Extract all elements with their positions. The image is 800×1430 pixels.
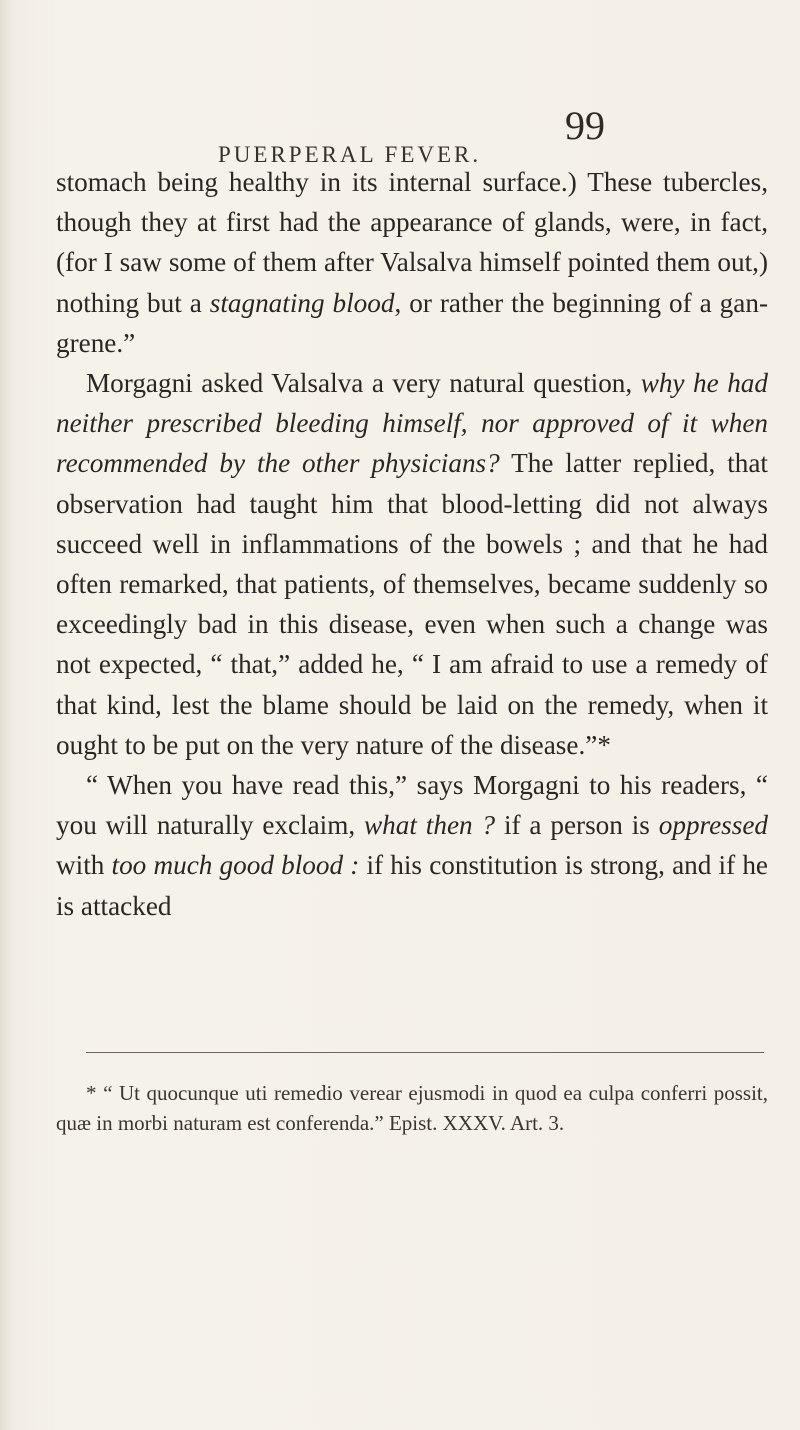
italic-segment: too much good blood : [111, 850, 360, 881]
page-header [0, 102, 800, 167]
text-segment: if a person is [495, 810, 659, 841]
italic-segment: what then ? [364, 810, 496, 841]
text-segment: , or rather the beginning of a gangrene.” [56, 287, 768, 358]
text-segment: stomach being healthy in its internal surface.) These tubercles, though they at first had the appearance of glands, were, in fact, (for I saw some of them after Valsalva himself pointed them out,) nothing but a [56, 167, 768, 318]
text-segment: “ When you have read this,” says Morgagni to his readers, “ you will naturally exclaim, [56, 770, 768, 841]
footnote [56, 1078, 768, 1138]
text-segment: with [56, 850, 112, 881]
text-segment: The latter replied, that observation had taught him that blood-letting did not always succeed well in inflammations of the bowels ; and that he had often remarked, that patients, of themselves, became suddenly so exceedingly bad in this disease, even when such a change was not expected, “ that,” added he, “ I am afraid to use a remedy of that kind, lest the blame should be laid on the remedy, when it ought to be put on the very nature of the disease.”* [56, 448, 768, 760]
text-segment: Morgagni asked Valsalva a very natural question, [86, 368, 641, 399]
body-text [56, 162, 768, 926]
paragraph-1 [56, 162, 768, 363]
italic-segment: oppressed [658, 810, 768, 841]
paragraph-2 [56, 363, 768, 765]
italic-segment: stagnating blood [209, 287, 395, 318]
italic-segment: why he had neither prescribed bleeding himself, nor approved of it when recommended by the other physicians? [56, 368, 768, 479]
footnote-divider [86, 1052, 764, 1053]
footnote-text: * “ Ut quocunque uti remedio verear ejusmodi in quod ea culpa conferri possit, quæ in morbi naturam est conferenda.” Epist. XXXV. Art. 3. [56, 1081, 768, 1135]
paragraph-3 [56, 765, 768, 926]
text-segment: if his constitution is strong, and if he is attacked [56, 850, 768, 921]
page-number: 99 [565, 103, 605, 148]
running-head: PUERPERAL FEVER. [218, 142, 482, 167]
